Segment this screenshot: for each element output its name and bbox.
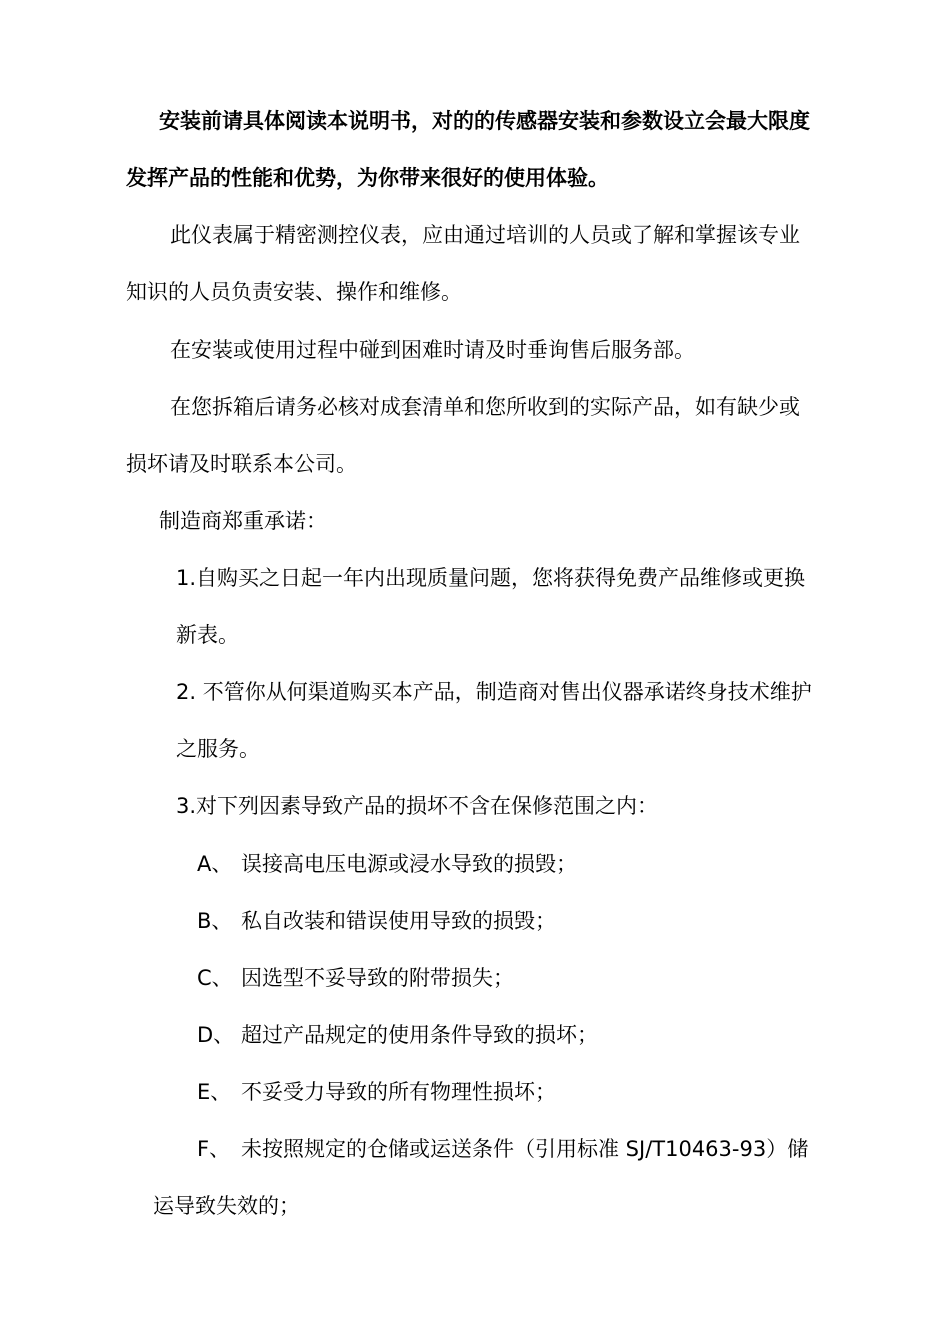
promise-item-1-line-1: 1.自购买之日起一年内出现质量问题，您将获得免费产品维修或更换 — [176, 566, 806, 590]
intro-line-2: 发挥产品的性能和优势，为你带来很好的使用体验。 — [126, 166, 609, 190]
exclusion-label-a: A、 — [197, 852, 233, 876]
promise-item-2-line-2: 之服务。 — [176, 737, 260, 761]
exclusion-text-b: 私自改装和错误使用导致的损毁； — [241, 909, 556, 933]
paragraph-support: 在安装或使用过程中碰到困难时请及时垂询售后服务部。 — [170, 338, 695, 362]
exclusion-text-e: 不妥受力导致的所有物理性损坏； — [241, 1080, 556, 1104]
exclusion-text-f-continued: 运导致失效的； — [153, 1194, 300, 1218]
exclusion-text-d: 超过产品规定的使用条件导致的损坏； — [241, 1023, 598, 1047]
promise-item-2-line-1: 2. 不管你从何渠道购买本产品，制造商对售出仪器承诺终身技术维护 — [176, 680, 812, 704]
exclusion-text-c: 因选型不妥导致的附带损失； — [241, 966, 514, 990]
exclusion-label-e: E、 — [197, 1080, 232, 1104]
paragraph-qualification-line-1: 此仪表属于精密测控仪表，应由通过培训的人员或了解和掌握该专业 — [170, 223, 800, 247]
exclusion-text-f: 未按照规定的仓储或运送条件（引用标准 SJ/T10463-93）储 — [241, 1137, 809, 1161]
exclusion-label-b: B、 — [197, 909, 233, 933]
paragraph-unboxing-line-1: 在您拆箱后请务必核对成套清单和您所收到的实际产品，如有缺少或 — [170, 395, 800, 419]
promise-item-1-line-2: 新表。 — [176, 623, 239, 647]
exclusion-label-d: D、 — [197, 1023, 235, 1047]
paragraph-unboxing-line-2: 损坏请及时联系本公司。 — [126, 452, 357, 476]
exclusion-label-f: F、 — [197, 1137, 231, 1161]
exclusion-label-c: C、 — [197, 966, 233, 990]
promise-heading: 制造商郑重承诺： — [159, 509, 327, 533]
intro-line-1: 安装前请具体阅读本说明书，对的的传感器安装和参数设立会最大限度 — [159, 109, 810, 133]
promise-item-3: 3.对下列因素导致产品的损坏不含在保修范围之内： — [176, 794, 659, 818]
exclusion-text-a: 误接高电压电源或浸水导致的损毁； — [241, 852, 577, 876]
paragraph-qualification-line-2: 知识的人员负责安装、操作和维修。 — [126, 280, 462, 304]
